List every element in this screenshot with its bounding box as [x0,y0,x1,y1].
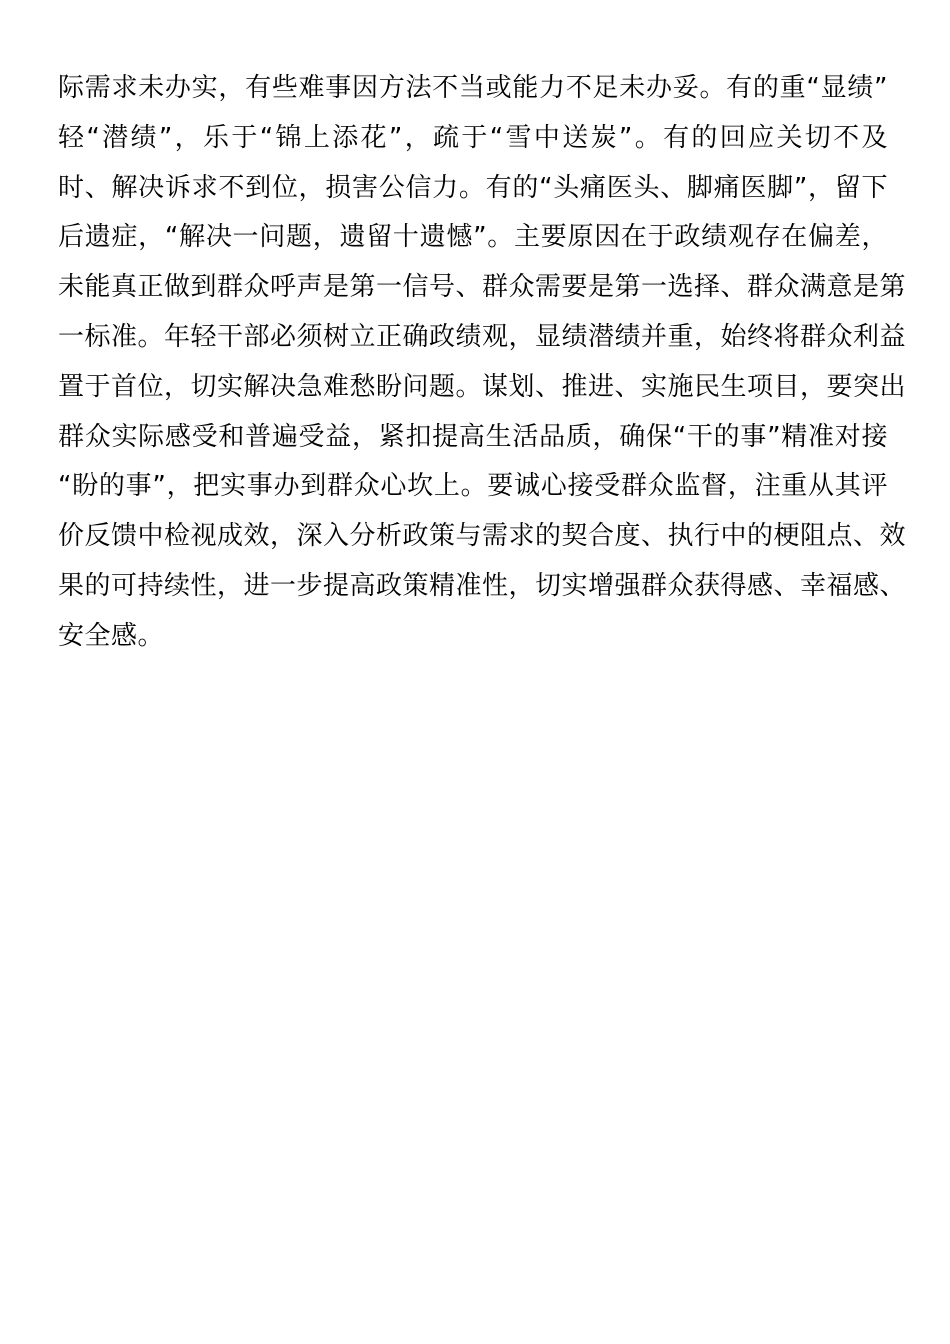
paragraph-line: 安全感。 [58,620,165,651]
paragraph-line: 价反馈中检视成效，深入分析政策与需求的契合度、执行中的梗阻点、效 [58,521,907,552]
paragraph-line: 际需求未办实，有些难事因方法不当或能力不足未办妥。有的重“显绩” [58,73,888,103]
paragraph-line: “盼的事”，把实事办到群众心坎上。要诚心接受群众监督，注重从其评 [58,471,888,502]
paragraph-line: 未能真正做到群众呼声是第一信号、群众需要是第一选择、群众满意是第 [58,272,907,303]
paragraph-line: 群众实际感受和普遍受益，紧扣提高生活品质，确保“干的事”精准对接 [58,421,888,452]
paragraph-line: 一标准。年轻干部必须树立正确政绩观，显绩潜绩并重，始终将群众利益 [58,321,907,352]
body-paragraph [58,64,907,662]
paragraph-line: 后遗症，“解决一问题，遗留十遗憾”。主要原因在于政绩观存在偏差， [58,222,888,253]
paragraph-line: 时、解决诉求不到位，损害公信力。有的“头痛医头、脚痛医脚”，留下 [58,172,888,203]
paragraph-line: 置于首位，切实解决急难愁盼问题。谋划、推进、实施民生项目，要突出 [58,371,907,402]
paragraph-line: 果的可持续性，进一步提高政策精准性，切实增强群众获得感、幸福感、 [58,570,907,601]
paragraph-line: 轻“潜绩”，乐于“锦上添花”，疏于“雪中送炭”。有的回应关切不及 [58,122,888,153]
